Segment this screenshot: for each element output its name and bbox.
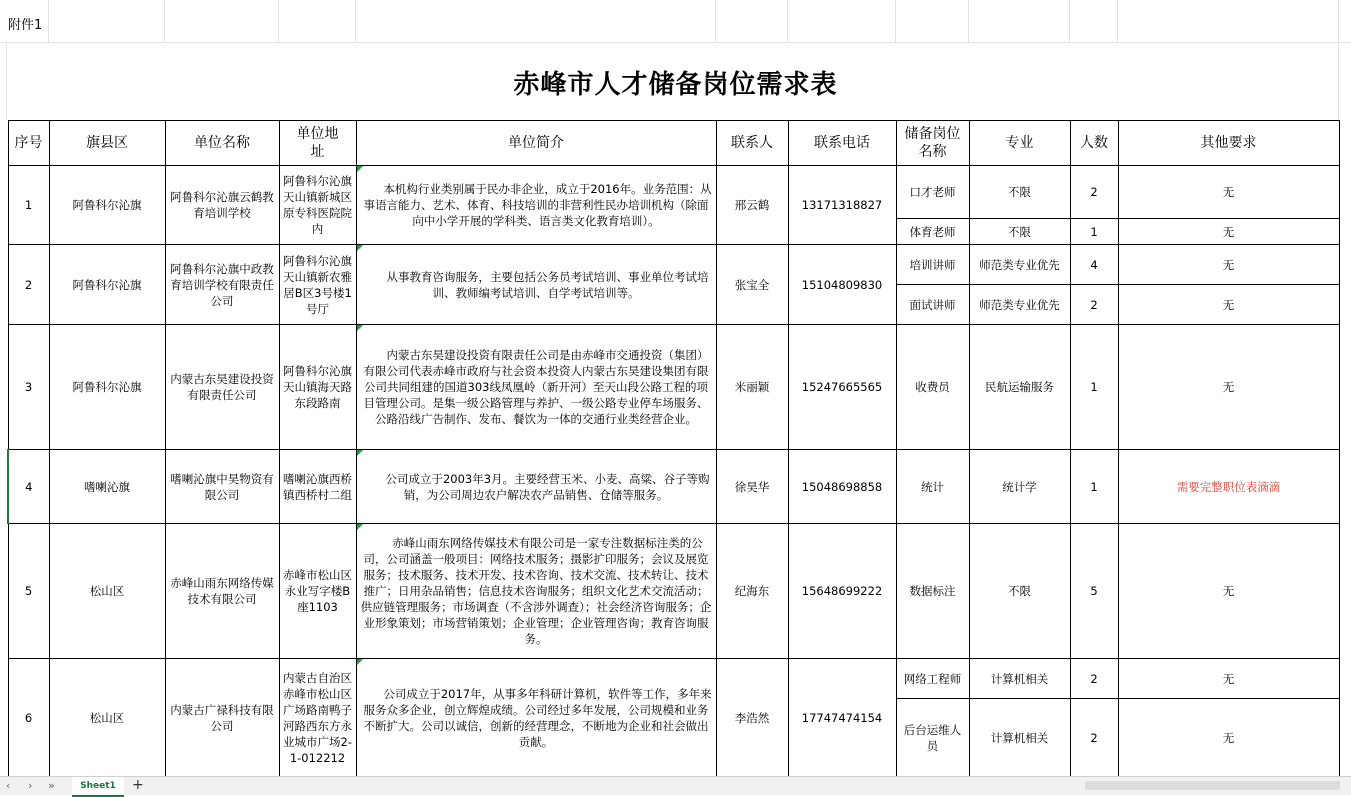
cell-intro[interactable]: 赤峰山雨东网络传媒技术有限公司是一家专注数据标注类的公司，公司涵盖一般项目：网络技术服务；摄影扩印服务；会议及展览服务；技术服务、技术开发、技术咨询、技术交流、技术转让、技术推广；日用杂品销售；信息技术咨询服务；组织文化艺术交流活动；供应链管理服务；市场调查（不含涉外调查）；社会经济咨询服务；企业形象策划；市场营销策划；企业管理；企业管理咨询；教育咨询服务。 bbox=[356, 524, 716, 659]
cell-count[interactable]: 2 bbox=[1070, 699, 1118, 777]
cell-address[interactable]: 阿鲁科尔沁旗天山镇海天路东段路南 bbox=[279, 325, 356, 450]
cell-other[interactable]: 无 bbox=[1118, 219, 1339, 245]
cell-major[interactable]: 师范类专业优先 bbox=[969, 285, 1070, 325]
page-title[interactable]: 赤峰市人才储备岗位需求表 bbox=[513, 70, 838, 100]
cell-unit[interactable]: 赤峰山雨东网络传媒技术有限公司 bbox=[165, 524, 279, 659]
cell-seq[interactable]: 3 bbox=[8, 325, 49, 450]
cell-intro[interactable]: 本机构行业类别属于民办非企业，成立于2016年。业务范围：从事语言能力、艺术、体育、科技培训的非营利性民办培训机构（除面向中小学开展的学科类、语言类文化教育培训）。 bbox=[356, 166, 716, 245]
cell-contact[interactable]: 邢云鹤 bbox=[716, 166, 788, 245]
spreadsheet-gridlines bbox=[0, 0, 1351, 120]
header-major[interactable]: 专业 bbox=[969, 121, 1070, 166]
table-row bbox=[8, 659, 1339, 699]
attachment-label[interactable]: 附件1 bbox=[8, 18, 43, 33]
cell-phone[interactable]: 15648699222 bbox=[788, 524, 896, 659]
cell-unit[interactable]: 阿鲁科尔沁旗云鹤教育培训学校 bbox=[165, 166, 279, 245]
cell-district[interactable]: 阿鲁科尔沁旗 bbox=[49, 325, 165, 450]
cell-position[interactable]: 口才老师 bbox=[896, 166, 969, 219]
cell-position[interactable]: 数据标注 bbox=[896, 524, 969, 659]
cell-position[interactable]: 培训讲师 bbox=[896, 245, 969, 285]
cell-seq[interactable]: 2 bbox=[8, 245, 49, 325]
header-intro[interactable]: 单位简介 bbox=[356, 121, 716, 166]
cell-count[interactable]: 2 bbox=[1070, 659, 1118, 699]
sheet-tab-bar bbox=[0, 776, 1351, 795]
cell-district[interactable]: 松山区 bbox=[49, 524, 165, 659]
add-sheet-button[interactable]: + bbox=[132, 777, 144, 793]
cell-major[interactable]: 师范类专业优先 bbox=[969, 245, 1070, 285]
table-row bbox=[8, 450, 1339, 524]
cell-contact[interactable]: 张宝全 bbox=[716, 245, 788, 325]
cell-count[interactable]: 5 bbox=[1070, 524, 1118, 659]
cell-major[interactable]: 不限 bbox=[969, 166, 1070, 219]
cell-phone[interactable]: 15048698858 bbox=[788, 450, 896, 524]
cell-district[interactable]: 阿鲁科尔沁旗 bbox=[49, 166, 165, 245]
cell-seq[interactable]: 6 bbox=[8, 659, 49, 777]
header-position[interactable]: 储备岗位名称 bbox=[896, 121, 969, 166]
cell-address[interactable]: 内蒙古自治区赤峰市松山区广场路南鸭子河路西东方永业城市广场2-1-012212 bbox=[279, 659, 356, 777]
cell-seq[interactable]: 5 bbox=[8, 524, 49, 659]
cell-position[interactable]: 体育老师 bbox=[896, 219, 969, 245]
cell-unit[interactable]: 阿鲁科尔沁旗中政教育培训学校有限责任公司 bbox=[165, 245, 279, 325]
cell-position[interactable]: 收费员 bbox=[896, 325, 969, 450]
cell-count[interactable]: 2 bbox=[1070, 285, 1118, 325]
cell-major[interactable]: 计算机相关 bbox=[969, 659, 1070, 699]
table-row bbox=[8, 524, 1339, 659]
cell-address[interactable]: 阿鲁科尔沁旗天山镇新农雅居B区3号楼1号厅 bbox=[279, 245, 356, 325]
cell-other[interactable]: 无 bbox=[1118, 285, 1339, 325]
cell-other[interactable]: 无 bbox=[1118, 166, 1339, 219]
cell-count[interactable]: 1 bbox=[1070, 325, 1118, 450]
cell-district[interactable]: 阿鲁科尔沁旗 bbox=[49, 245, 165, 325]
cell-major[interactable]: 统计学 bbox=[969, 450, 1070, 524]
cell-other[interactable]: 无 bbox=[1118, 524, 1339, 659]
cell-other-note[interactable]: 需要完整职位表滴滴 bbox=[1118, 450, 1339, 524]
cell-intro[interactable]: 从事教育咨询服务，主要包括公务员考试培训、事业单位考试培训、教师编考试培训、自学考试培训等。 bbox=[356, 245, 716, 325]
cell-other[interactable]: 无 bbox=[1118, 659, 1339, 699]
cell-address[interactable]: 赤峰市松山区永业写字楼B座1103 bbox=[279, 524, 356, 659]
sheet-tab-sheet1[interactable]: Sheet1 bbox=[72, 777, 124, 797]
cell-count[interactable]: 2 bbox=[1070, 166, 1118, 219]
cell-contact[interactable]: 李浩然 bbox=[716, 659, 788, 777]
cell-contact[interactable]: 纪海东 bbox=[716, 524, 788, 659]
cell-intro[interactable]: 内蒙古东昊建设投资有限责任公司是由赤峰市交通投资（集团）有限公司代表赤峰市政府与社会资本投资人内蒙古东昊建设集团有限公司共同组建的国道303线凤凰岭（新开河）至天山段公路工程的项目管理公司。是集一级公路管理与养护、一级公路专业停车场服务、公路沿线广告制作、发布、餐饮为一体的交通行业类经营企业。 bbox=[356, 325, 716, 450]
header-phone[interactable]: 联系电话 bbox=[788, 121, 896, 166]
talent-demand-table bbox=[7, 120, 1340, 777]
header-unit[interactable]: 单位名称 bbox=[165, 121, 279, 166]
header-other[interactable]: 其他要求 bbox=[1118, 121, 1339, 166]
table-row bbox=[8, 245, 1339, 285]
cell-address[interactable]: 阿鲁科尔沁旗天山镇新城区原专科医院院内 bbox=[279, 166, 356, 245]
header-contact[interactable]: 联系人 bbox=[716, 121, 788, 166]
sheet-nav-prev-icon[interactable]: ‹ bbox=[6, 779, 11, 792]
cell-address[interactable]: 嗜喇沁旗西桥镇西桥村二组 bbox=[279, 450, 356, 524]
cell-district[interactable]: 松山区 bbox=[49, 659, 165, 777]
cell-unit[interactable]: 内蒙古东昊建设投资有限责任公司 bbox=[165, 325, 279, 450]
cell-contact[interactable]: 米丽颖 bbox=[716, 325, 788, 450]
cell-major[interactable]: 不限 bbox=[969, 524, 1070, 659]
cell-unit[interactable]: 内蒙古广禄科技有限公司 bbox=[165, 659, 279, 777]
cell-position[interactable]: 面试讲师 bbox=[896, 285, 969, 325]
cell-phone[interactable]: 15247665565 bbox=[788, 325, 896, 450]
cell-seq[interactable]: 1 bbox=[8, 166, 49, 245]
cell-phone[interactable]: 17747474154 bbox=[788, 659, 896, 777]
cell-major[interactable]: 不限 bbox=[969, 219, 1070, 245]
sheet-nav-last-icon[interactable]: » bbox=[48, 779, 55, 792]
cell-phone[interactable]: 13171318827 bbox=[788, 166, 896, 245]
header-district[interactable]: 旗县区 bbox=[49, 121, 165, 166]
header-address[interactable]: 单位地址 bbox=[279, 121, 356, 166]
cell-other[interactable]: 无 bbox=[1118, 245, 1339, 285]
sheet-nav-next-icon[interactable]: › bbox=[28, 779, 33, 792]
table-row bbox=[8, 166, 1339, 219]
table-row bbox=[8, 325, 1339, 450]
cell-phone[interactable]: 15104809830 bbox=[788, 245, 896, 325]
cell-position[interactable]: 后台运维人员 bbox=[896, 699, 969, 777]
cell-intro[interactable]: 公司成立于2003年3月。主要经营玉米、小麦、高粱、谷子等购销，为公司周边农户解决农产品销售、仓储等服务。 bbox=[356, 450, 716, 524]
horizontal-scrollbar[interactable] bbox=[1085, 781, 1340, 790]
cell-position[interactable]: 统计 bbox=[896, 450, 969, 524]
cell-count[interactable]: 1 bbox=[1070, 219, 1118, 245]
cell-major[interactable]: 民航运输服务 bbox=[969, 325, 1070, 450]
cell-count[interactable]: 1 bbox=[1070, 450, 1118, 524]
cell-unit[interactable]: 嗜喇沁旗中昊物资有限公司 bbox=[165, 450, 279, 524]
cell-district[interactable]: 嗜喇沁旗 bbox=[49, 450, 165, 524]
header-row bbox=[8, 121, 1339, 166]
cell-position[interactable]: 网络工程师 bbox=[896, 659, 969, 699]
header-seq[interactable]: 序号 bbox=[8, 121, 49, 166]
cell-intro[interactable]: 公司成立于2017年，从事多年科研计算机，软件等工作，多年来服务众多企业，创立辉煌成绩。公司经过多年发展，公司规模和业务不断扩大。公司以诚信，创新的经营理念，不断地为企业和社会做出贡献。 bbox=[356, 659, 716, 777]
cell-other[interactable]: 无 bbox=[1118, 325, 1339, 450]
cell-seq[interactable]: 4 bbox=[8, 450, 49, 524]
cell-other[interactable]: 无 bbox=[1118, 699, 1339, 777]
cell-count[interactable]: 4 bbox=[1070, 245, 1118, 285]
cell-major[interactable]: 计算机相关 bbox=[969, 699, 1070, 777]
cell-contact[interactable]: 徐昊华 bbox=[716, 450, 788, 524]
header-count[interactable]: 人数 bbox=[1070, 121, 1118, 166]
